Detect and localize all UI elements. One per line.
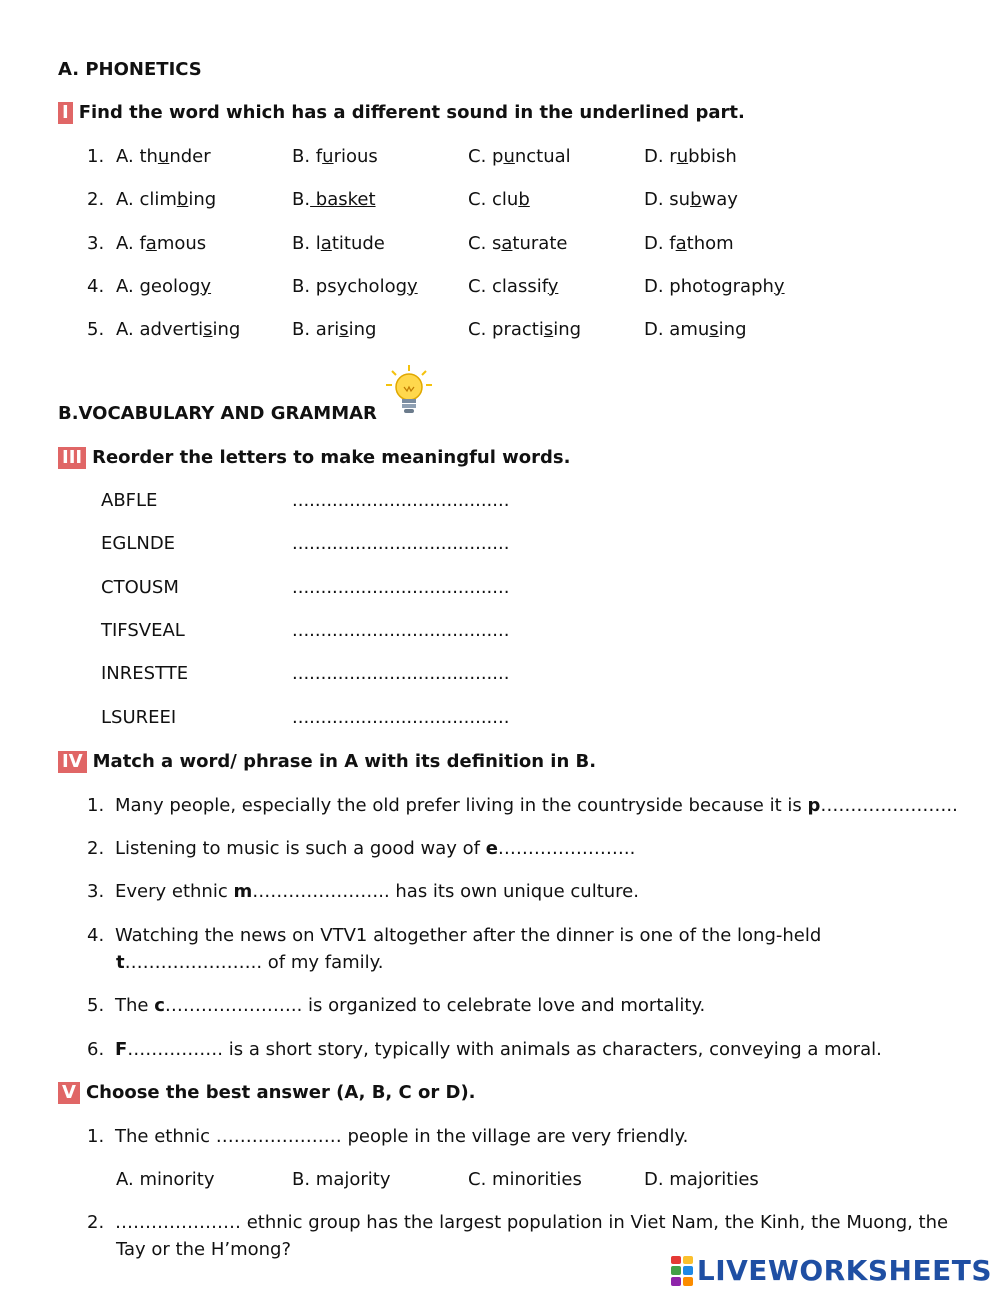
exercise-1-row-number: 5. [87, 319, 105, 341]
exercise-1-option[interactable] [468, 146, 571, 168]
hint-letter: c [154, 995, 165, 1016]
hint-letter: t [116, 952, 125, 973]
item-text: Watching the news on VTV1 altogether after the dinner is one of the long-held [115, 925, 822, 946]
scrambled-word: INRESTTE [101, 663, 189, 685]
underlined-part: s [543, 319, 554, 341]
answer-blank[interactable]: ...................................... [292, 619, 510, 641]
exercise-1-option[interactable] [292, 146, 378, 168]
scrambled-word: EGLNDE [101, 533, 176, 555]
option-text: mous [156, 232, 207, 254]
option-text: C. clu [468, 189, 519, 211]
question-1-option-d[interactable]: D. majorities [644, 1169, 759, 1190]
answer-blank[interactable]: ...................................... [292, 663, 510, 685]
option-text: A. adverti [116, 319, 204, 341]
exercise-4-item [87, 838, 635, 860]
item-number: 4. [87, 925, 105, 946]
exercise-1-option[interactable] [468, 276, 558, 298]
section-b-title: B.VOCABULARY AND GRAMMAR [58, 403, 377, 424]
option-text: rious [333, 146, 378, 167]
hint-letter: e [485, 838, 498, 859]
underlined-part: b [176, 189, 189, 211]
option-text: titude [331, 232, 385, 254]
option-text: ing [348, 319, 377, 341]
underlined-part: y [200, 275, 212, 297]
underlined-part: s [339, 319, 349, 341]
underlined-part: u [322, 146, 334, 167]
option-text: C. practi [468, 319, 544, 341]
underlined-part: u [157, 146, 170, 167]
logo-mark-icon [671, 1256, 693, 1286]
hint-letter: p [807, 795, 821, 816]
exercise-3-heading [58, 447, 570, 469]
exercise-5-heading [58, 1082, 476, 1104]
exercise-4-item [87, 881, 639, 903]
option-text: B. l [292, 232, 321, 254]
question-2-line-2: Tay or the H’mong? [116, 1239, 292, 1260]
exercise-1-badge: I [58, 102, 73, 124]
option-text: D. su [644, 189, 691, 211]
exercise-4-instruction: Match a word/ phrase in A with its definition in B. [92, 751, 597, 772]
exercise-3-badge: III [58, 447, 86, 469]
hint-letter: m [233, 881, 253, 902]
scrambled-word: LSUREEI [101, 706, 177, 728]
exercise-1-row-number: 1. [87, 146, 105, 167]
exercise-1-option[interactable] [644, 276, 785, 298]
exercise-5-instruction: Choose the best answer (A, B, C or D). [85, 1082, 476, 1103]
option-text: thom [686, 232, 734, 254]
exercise-1-option[interactable] [116, 146, 211, 168]
exercise-1-option[interactable] [116, 276, 211, 298]
option-text: ing [188, 189, 217, 211]
underlined-part: y [773, 275, 785, 297]
option-text: A. geolog [116, 275, 201, 297]
answer-blank[interactable]: ...................................... [292, 706, 510, 728]
underlined-part: b [690, 189, 702, 211]
exercise-1-option[interactable] [292, 276, 418, 298]
item-number: 6. [87, 1039, 105, 1060]
scrambled-word: TIFSVEAL [101, 619, 185, 641]
exercise-1-option[interactable] [116, 233, 206, 255]
option-text: A. clim [116, 189, 177, 211]
hint-letter: F [115, 1039, 128, 1060]
option-text: bbish [688, 146, 737, 167]
exercise-4-heading [58, 751, 596, 773]
item-number: 5. [87, 995, 105, 1016]
underlined-part: a [501, 232, 513, 254]
question-2-number: 2. [87, 1212, 105, 1233]
answer-blank[interactable]: ...................................... [292, 490, 510, 511]
scrambled-word: ABFLE [101, 490, 158, 511]
item-blank[interactable]: ……………. is a short story, typically with animals as characters, conveying a moral. [127, 1039, 882, 1060]
question-1-number: 1. [87, 1126, 105, 1147]
exercise-4-item [87, 925, 821, 947]
exercise-1-option[interactable] [644, 319, 747, 341]
underlined-part: u [503, 146, 515, 167]
exercise-1-option[interactable] [292, 189, 376, 211]
option-text: nder [169, 146, 211, 167]
exercise-1-row-number: 2. [87, 189, 105, 211]
option-text: D. amu [644, 319, 710, 341]
item-text: Listening to music is such a good way of [115, 838, 486, 859]
item-text: Every ethnic [115, 881, 234, 902]
item-text: The [115, 995, 155, 1016]
option-text: D. photograph [644, 275, 774, 297]
exercise-4-badge: IV [58, 751, 87, 773]
exercise-1-option[interactable] [644, 146, 737, 168]
question-2-line-1: ………………… ethnic group has the largest population in Viet Nam, the Kinh, the Muong, the [115, 1212, 949, 1233]
underlined-part: s [203, 319, 213, 341]
exercise-4-item [87, 995, 705, 1017]
exercise-4-item [87, 1039, 882, 1061]
question-1-option-c[interactable]: C. minorities [468, 1169, 582, 1190]
section-a-title: A. PHONETICS [58, 59, 202, 80]
exercise-1-option[interactable] [116, 319, 240, 341]
exercise-1-option[interactable] [116, 189, 216, 211]
option-text: B. [292, 189, 311, 211]
exercise-1-option[interactable] [468, 233, 567, 255]
lightbulb-icon [384, 363, 434, 421]
exercise-1-row-number: 3. [87, 232, 105, 254]
option-text: turate [512, 232, 568, 254]
item-blank[interactable]: ………………….. [497, 838, 636, 859]
exercise-3-instruction: Reorder the letters to make meaningful words. [92, 447, 571, 468]
underlined-part: b [518, 189, 530, 211]
answer-blank[interactable]: ...................................... [292, 533, 510, 555]
underlined-part: s [709, 319, 719, 341]
option-text: D. f [644, 232, 676, 254]
option-text: A. f [116, 232, 146, 254]
option-text: ing [718, 319, 747, 341]
logo-text: LIVEWORKSHEETS [696, 1254, 992, 1287]
exercise-1-row-number: 4. [87, 275, 105, 297]
exercise-1-option[interactable] [292, 319, 376, 341]
exercise-1-heading [58, 102, 745, 124]
underlined-part: a [675, 232, 687, 254]
item-text: Many people, especially the old prefer living in the countryside because it is [115, 795, 808, 816]
option-text: B. ari [292, 319, 340, 341]
underlined-part: a [145, 232, 157, 254]
exercise-1-option[interactable] [644, 233, 734, 255]
liveworksheets-logo [671, 1254, 992, 1287]
exercise-4-item-line-2 [116, 952, 383, 974]
item-number: 2. [87, 838, 105, 859]
option-text: D. r [644, 146, 677, 167]
exercise-1-option[interactable] [292, 233, 385, 255]
answer-blank[interactable]: ...................................... [292, 576, 510, 598]
item-blank[interactable]: ………………….. [820, 795, 958, 816]
option-text: B. f [292, 146, 323, 167]
question-2 [87, 1212, 948, 1234]
item-blank[interactable]: ………………….. of my family. [124, 952, 384, 973]
underlined-part: u [676, 146, 689, 167]
exercise-4-item [87, 795, 958, 817]
exercise-5-badge: V [58, 1082, 80, 1104]
exercise-1-instruction: Find the word which has a different sound in the underlined part. [78, 102, 745, 123]
item-blank[interactable]: ………………….. is organized to celebrate love and mortality. [164, 995, 706, 1016]
option-text: ing [553, 319, 582, 341]
option-text: ing [212, 319, 241, 341]
option-text: B. psycholog [292, 275, 408, 297]
exercise-1-option[interactable] [644, 189, 738, 211]
underlined-part: y [547, 275, 559, 297]
underlined-part: basket [310, 189, 376, 211]
item-blank[interactable]: ………………….. has its own unique culture. [252, 881, 639, 902]
item-number: 3. [87, 881, 105, 902]
exercise-1-option[interactable] [468, 319, 581, 341]
underlined-part: a [320, 232, 332, 254]
option-text: nctual [514, 146, 571, 167]
underlined-part: y [407, 275, 418, 297]
option-text: C. classif [468, 275, 548, 297]
exercise-1-option[interactable] [468, 189, 530, 211]
question-1-text: The ethnic ………………… people in the village are very friendly. [115, 1126, 689, 1147]
option-text: way [701, 189, 738, 211]
scrambled-word: CTOUSM [101, 576, 179, 598]
option-text: C. s [468, 232, 502, 254]
question-1-option-b[interactable]: B. majority [292, 1169, 391, 1190]
question-1 [87, 1126, 688, 1148]
item-number: 1. [87, 795, 105, 816]
option-text: A. th [116, 146, 158, 167]
option-text: C. p [468, 146, 504, 167]
question-1-option-a[interactable]: A. minority [116, 1169, 215, 1190]
